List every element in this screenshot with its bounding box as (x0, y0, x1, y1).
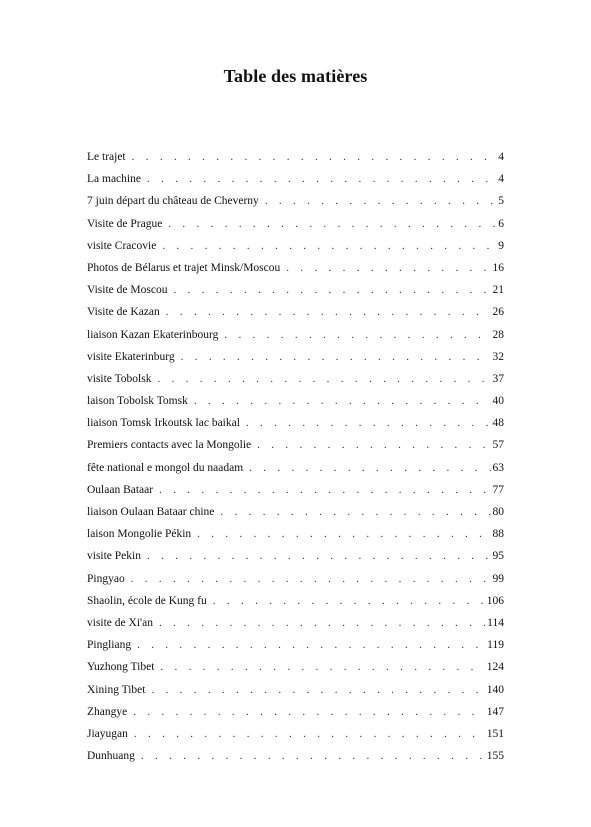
toc-entry-label: Shaolin, école de Kung fu (87, 594, 207, 607)
toc-entry-page-number: 9 (498, 239, 504, 252)
toc-entry[interactable] (87, 346, 504, 368)
toc-entry[interactable] (87, 745, 504, 767)
toc-entry-page-number: 147 (486, 705, 504, 718)
toc-entry-label: laison Mongolie Pékin (87, 528, 192, 541)
dot-leader (286, 257, 490, 279)
toc-entry-label: Visite de Kazan (87, 306, 160, 319)
dot-leader (197, 523, 490, 545)
toc-entry[interactable] (87, 257, 504, 279)
toc-entry-label: visite Cracovie (87, 239, 157, 252)
toc-entry[interactable] (87, 612, 504, 634)
dot-leader (249, 457, 490, 479)
dot-leader (157, 368, 490, 390)
toc-entry[interactable] (87, 235, 504, 257)
toc-entry-page-number: 21 (492, 284, 504, 297)
toc-entry[interactable] (87, 679, 504, 701)
dot-leader (141, 745, 485, 767)
toc-entry[interactable] (87, 301, 504, 323)
toc-entry-page-number: 6 (498, 217, 504, 230)
toc-entry[interactable] (87, 190, 504, 212)
toc-entry-page-number: 99 (492, 572, 504, 585)
toc-entry-label: Dunhuang (87, 750, 135, 763)
toc-entry-label: Visite de Prague (87, 217, 163, 230)
toc-entry-page-number: 48 (492, 417, 504, 430)
dot-leader (246, 412, 491, 434)
toc-entry-page-number: 63 (492, 461, 504, 474)
dot-leader (151, 679, 484, 701)
toc-entry[interactable] (87, 545, 504, 567)
dot-leader (132, 146, 497, 168)
toc-entry[interactable] (87, 213, 504, 235)
toc-entry-page-number: 124 (486, 661, 504, 674)
toc-entry-page-number: 57 (492, 439, 504, 452)
toc-entry-page-number: 88 (492, 528, 504, 541)
toc-entry[interactable] (87, 146, 504, 168)
toc-entry-label: Oulaan Bataar (87, 483, 154, 496)
dot-leader (162, 235, 496, 257)
toc-entry-label: liaison Kazan Ekaterinbourg (87, 328, 219, 341)
toc-entry-label: Visite de Moscou (87, 284, 168, 297)
dot-leader (213, 590, 485, 612)
toc-entry-page-number: 140 (486, 683, 504, 696)
toc-entry-page-number: 106 (486, 594, 504, 607)
dot-leader (137, 634, 485, 656)
toc-entry-page-number: 155 (486, 750, 504, 763)
toc-entry-label: Yuzhong Tibet (87, 661, 155, 674)
dot-leader (194, 390, 491, 412)
dot-leader (168, 213, 496, 235)
toc-entry-label: visite Ekaterinburg (87, 350, 175, 363)
toc-entry-page-number: 119 (487, 639, 504, 652)
toc-entry[interactable] (87, 479, 504, 501)
toc-entry[interactable] (87, 412, 504, 434)
toc-entry-page-number: 80 (492, 506, 504, 518)
table-of-contents (87, 146, 504, 767)
toc-entry[interactable] (87, 390, 504, 412)
toc-entry-label: laison Tobolsk Tomsk (87, 395, 188, 408)
toc-entry-label: liaison Oulaan Bataar chine (87, 506, 215, 518)
dot-leader (134, 723, 485, 745)
toc-entry[interactable] (87, 368, 504, 390)
dot-leader (147, 168, 496, 190)
dot-leader (147, 545, 491, 567)
dot-leader (159, 612, 485, 634)
toc-entry-page-number: 95 (492, 550, 504, 563)
toc-entry-label: Zhangye (87, 705, 128, 718)
toc-entry-label: visite de Xi'an (87, 616, 153, 629)
toc-entry[interactable] (87, 457, 504, 479)
toc-entry[interactable] (87, 501, 504, 523)
page-title: Table des matières (223, 66, 368, 86)
dot-leader (133, 701, 485, 723)
toc-entry[interactable] (87, 324, 504, 346)
dot-leader (173, 279, 490, 301)
toc-entry-label: 7 juin départ du château de Cheverny (87, 195, 259, 208)
toc-entry-page-number: 5 (498, 195, 504, 208)
toc-entry-page-number: 4 (498, 151, 504, 163)
toc-entry-label: Pingyao (87, 572, 125, 585)
toc-entry-page-number: 151 (486, 727, 504, 740)
dot-leader (220, 501, 490, 523)
dot-leader (166, 301, 491, 323)
toc-entry-page-number: 28 (492, 328, 504, 341)
toc-entry[interactable] (87, 523, 504, 545)
toc-entry-label: Pingliang (87, 639, 132, 652)
toc-entry[interactable] (87, 590, 504, 612)
toc-entry[interactable] (87, 434, 504, 456)
toc-entry-page-number: 37 (492, 372, 504, 385)
toc-entry[interactable] (87, 168, 504, 190)
toc-entry[interactable] (87, 279, 504, 301)
dot-leader (159, 479, 490, 501)
toc-entry-label: liaison Tomsk Irkoutsk lac baikal (87, 417, 240, 430)
toc-entry-page-number: 32 (492, 350, 504, 363)
toc-entry[interactable] (87, 568, 504, 590)
dot-leader (160, 656, 484, 678)
toc-entry-label: Jiayugan (87, 727, 128, 740)
toc-entry-label: Xining Tibet (87, 683, 146, 696)
dot-leader (181, 346, 491, 368)
toc-entry[interactable] (87, 634, 504, 656)
toc-entry[interactable] (87, 701, 504, 723)
toc-entry-label: Le trajet (87, 151, 126, 163)
dot-leader (224, 324, 490, 346)
toc-entry-page-number: 77 (492, 483, 504, 496)
dot-leader (265, 190, 496, 212)
dot-leader (257, 434, 490, 456)
toc-entry[interactable] (87, 723, 504, 745)
toc-entry-label: La machine (87, 173, 141, 186)
dot-leader (131, 568, 491, 590)
toc-entry[interactable] (87, 656, 504, 678)
toc-entry-label: fête national e mongol du naadam (87, 461, 244, 474)
toc-entry-label: visite Tobolsk (87, 372, 152, 385)
toc-entry-page-number: 40 (492, 395, 504, 408)
toc-entry-page-number: 4 (498, 173, 504, 186)
toc-entry-label: visite Pekin (87, 550, 141, 563)
toc-entry-label: Photos de Bélarus et trajet Minsk/Moscou (87, 261, 281, 274)
toc-entry-page-number: 114 (487, 616, 504, 629)
toc-entry-page-number: 26 (492, 306, 504, 319)
toc-entry-label: Premiers contacts avec la Mongolie (87, 439, 252, 452)
toc-entry-page-number: 16 (492, 261, 504, 274)
